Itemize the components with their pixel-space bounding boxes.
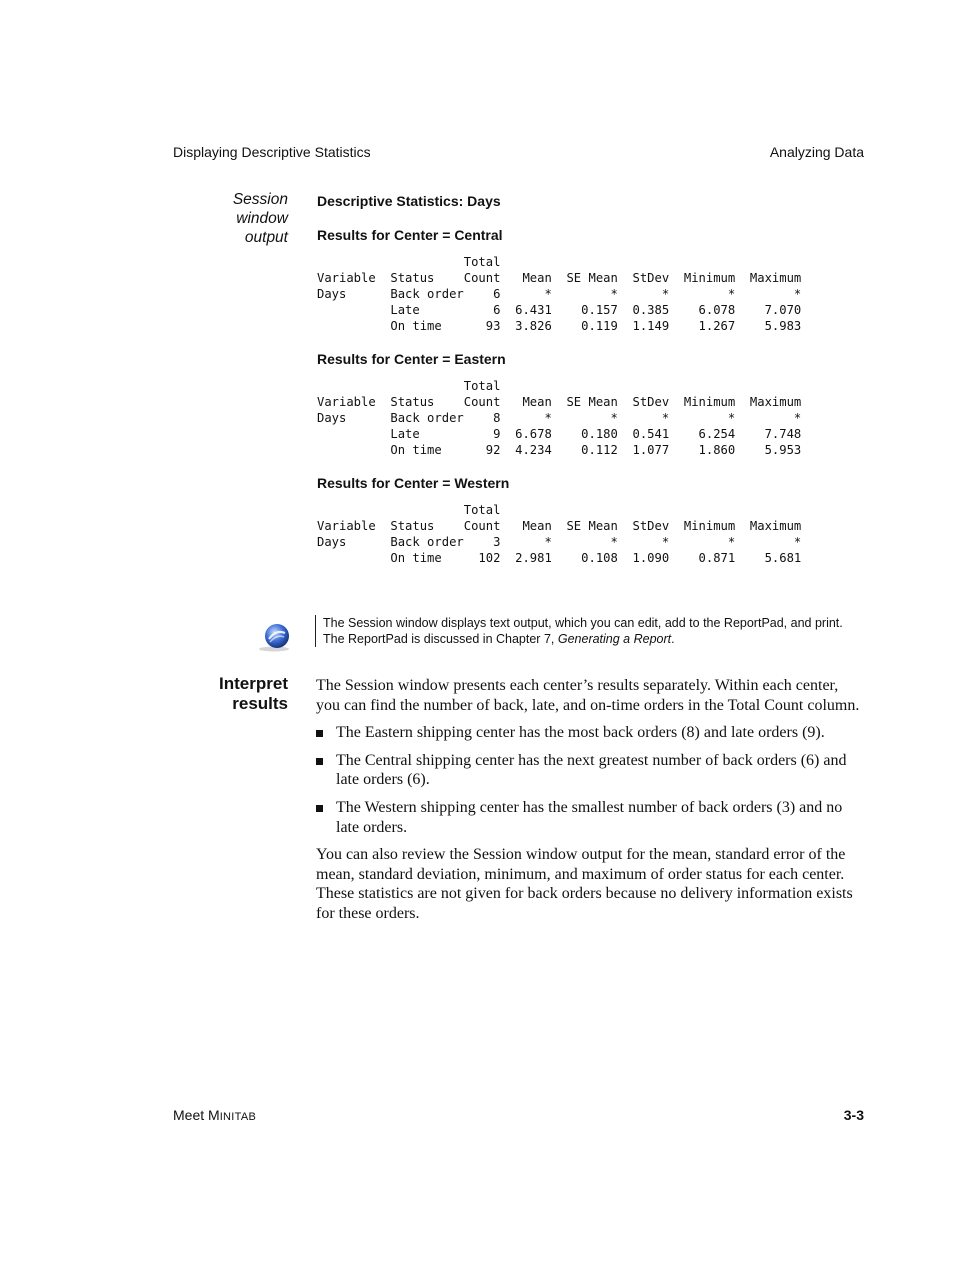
session-output bbox=[317, 192, 877, 566]
running-head-right: Analyzing Data bbox=[769, 144, 864, 160]
interpret-intro: The Session window presents each center’s results separately. Within each center, you can find the number of back, late, and on-time orders in the Total Count column. bbox=[316, 677, 860, 714]
note-icon bbox=[258, 621, 294, 653]
list-item bbox=[316, 798, 861, 837]
output-title: Descriptive Statistics: Days bbox=[317, 193, 501, 209]
page-number: 3-3 bbox=[843, 1107, 864, 1123]
interpret-heading-line: Interpret bbox=[219, 674, 288, 693]
note-line-2-text: The ReportPad is discussed in Chapter 7, bbox=[323, 632, 558, 646]
note-line-2-end: . bbox=[671, 632, 675, 646]
stats-table-eastern: Total Variable Status Count Mean SE Mean StDev Minimum Maximum Days Back order 8 * * * * * Late 9 6.678 0.180 0.541 6.254 7.748 On time 92 4.234 0.112 1.077 1.860 5.953 bbox=[317, 379, 802, 457]
interpret-bullet-list bbox=[316, 723, 861, 837]
bullet-square-icon bbox=[316, 730, 323, 737]
results-heading-central: Results for Center = Central bbox=[317, 227, 503, 243]
session-window-output-label bbox=[200, 190, 288, 247]
note-line-2 bbox=[323, 631, 883, 647]
list-item bbox=[316, 751, 861, 790]
list-item-text: The Central shipping center has the next greatest number of back orders (6) and late orders (6). bbox=[336, 751, 847, 789]
interpret-heading-line: results bbox=[232, 694, 288, 713]
session-label-line: window bbox=[236, 210, 288, 227]
stats-table-western: Total Variable Status Count Mean SE Mean StDev Minimum Maximum Days Back order 3 * * * * * On time 102 2.981 0.108 1.090 0.871 5.681 bbox=[317, 503, 802, 565]
session-label-line: Session bbox=[232, 191, 288, 208]
results-heading-western: Results for Center = Western bbox=[317, 475, 510, 491]
results-heading-eastern: Results for Center = Eastern bbox=[317, 351, 506, 367]
stats-table-central: Total Variable Status Count Mean SE Mean StDev Minimum Maximum Days Back order 6 * * * * * Late 6 6.431 0.157 0.385 6.078 7.070 On time 93 3.826 0.119 1.149 1.267 5.983 bbox=[317, 255, 802, 333]
list-item-text: The Western shipping center has the smallest number of back orders (3) and no late orders. bbox=[336, 798, 843, 836]
session-label-line: output bbox=[244, 229, 288, 246]
note-chapter-title: Generating a Report bbox=[557, 632, 672, 646]
list-item bbox=[316, 723, 861, 743]
running-head-left: Displaying Descriptive Statistics bbox=[173, 144, 371, 160]
interpret-body bbox=[316, 676, 861, 924]
footer-title-smallcaps: INITAB bbox=[219, 1111, 257, 1123]
note-box bbox=[315, 615, 883, 647]
list-item-text: The Eastern shipping center has the most back orders (8) and late orders (9). bbox=[336, 724, 825, 742]
footer-book-title bbox=[173, 1107, 256, 1123]
interpret-results-heading bbox=[190, 674, 288, 714]
interpret-closing: You can also review the Session window output for the mean, standard error of the mean, standard deviation, minimum, and maximum of order status for each center. These statistics are not given for back orders because no delivery information exists for these orders. bbox=[316, 846, 853, 922]
bullet-square-icon bbox=[316, 758, 323, 765]
note-line-1: The Session window displays text output, which you can edit, add to the ReportPad, and print. bbox=[323, 616, 843, 630]
bullet-square-icon bbox=[316, 805, 323, 812]
footer-title-prefix: Meet M bbox=[173, 1107, 220, 1123]
